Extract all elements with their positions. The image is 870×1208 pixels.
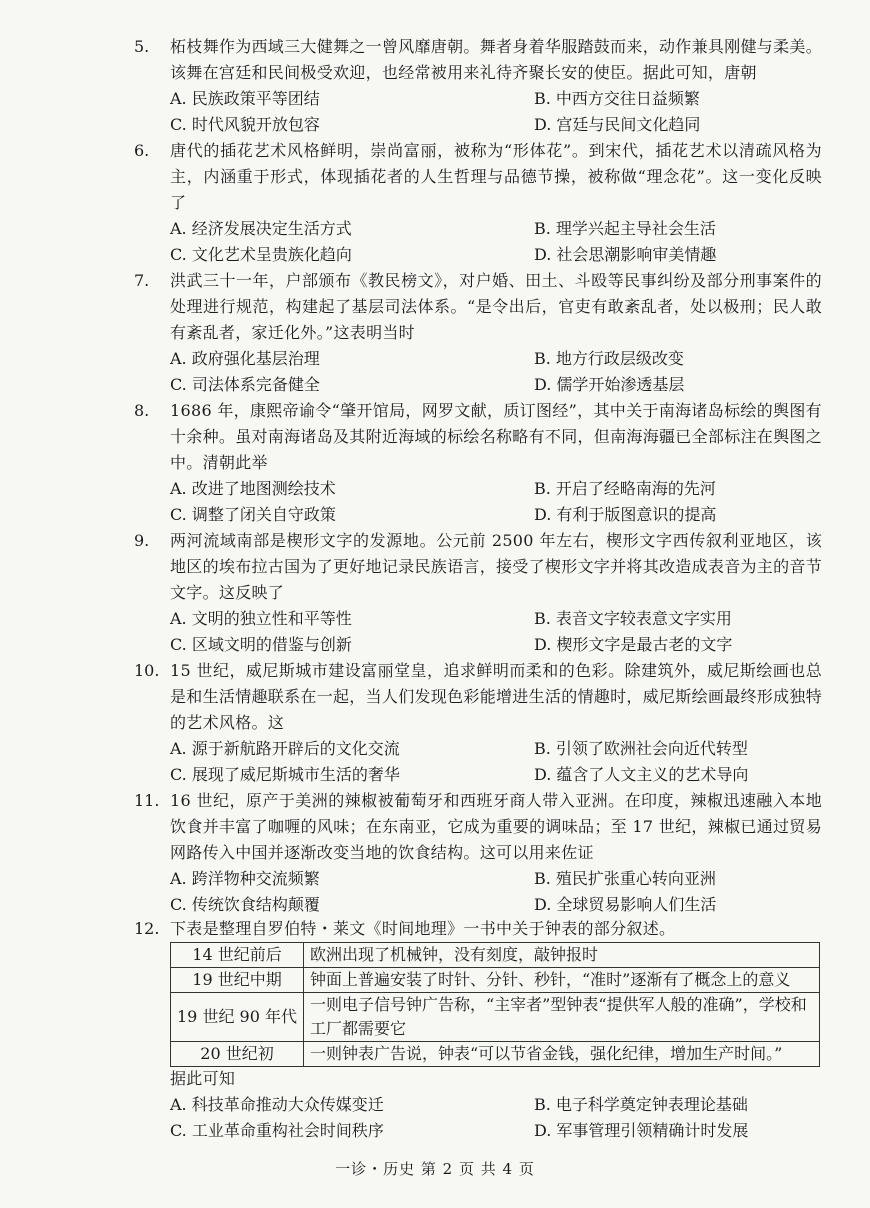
question-number: 7. — [134, 271, 150, 290]
option-d: D. 儒学开始渗透基层 — [534, 375, 685, 394]
table-cell-era: 19 世纪 90 年代 — [171, 993, 304, 1042]
option-b: B. 殖民扩张重心转向亚洲 — [534, 869, 716, 888]
option-d: D. 楔形文字是最古老的文字 — [534, 635, 733, 654]
table-cell-era: 14 世纪前后 — [171, 943, 304, 968]
option-d: D. 全球贸易影响人们生活 — [534, 895, 717, 914]
option-a: A. 改进了地图测绘技术 — [170, 479, 336, 498]
option-a: A. 跨洋物种交流频繁 — [170, 869, 320, 888]
option-d: D. 宫廷与民间文化趋同 — [534, 115, 701, 134]
option-b: B. 理学兴起主导社会生活 — [534, 219, 716, 238]
question-number: 8. — [134, 401, 150, 420]
option-c: C. 传统饮食结构颠覆 — [170, 895, 320, 914]
question-stem: 1686 年，康熙帝谕令“肇开馆局，网罗文献，质订图经”，其中关于南海诸岛标绘的舆图有十余种。虽对南海诸岛及其附近海域的标绘名称略有不同，但南海海疆已全部标注在舆图之中。清朝此举 — [170, 401, 823, 472]
table-cell-era: 19 世纪中期 — [171, 968, 304, 993]
table-cell-text: 欧洲出现了机械钟，没有刻度，敲钟报时 — [303, 943, 819, 968]
option-a: A. 文明的独立性和平等性 — [170, 609, 352, 628]
option-d: D. 有利于版图意识的提高 — [534, 505, 717, 524]
question-stem: 洪武三十一年，户部颁布《教民榜文》，对户婚、田土、斗殴等民事纠纷及部分刑事案件的处理进行规范，构建起了基层司法体系。“是令出后，官吏有敢紊乱者，处以极刑；民人敢有紊乱者，家迁化外。”这表明当时 — [170, 271, 822, 342]
question-number: 5. — [134, 37, 150, 56]
option-a: A. 政府强化基层治理 — [170, 349, 320, 368]
table-cell-text: 一则钟表广告说，钟表“可以节省金钱，强化纪律，增加生产时间。” — [303, 1042, 819, 1067]
question-stem: 唐代的插花艺术风格鲜明，崇尚富丽，被称为“形体花”。到宋代，插花艺术以清疏风格为主，内涵重于形式，体现插花者的人生哲理与品德节操，被称做“理念花”。这一变化反映了 — [170, 141, 822, 212]
option-c: C. 展现了威尼斯城市生活的奢华 — [170, 765, 400, 784]
question-stem: 下表是整理自罗伯特・莱文《时间地理》一书中关于钟表的部分叙述。 — [170, 919, 676, 938]
option-c: C. 司法体系完备健全 — [170, 375, 320, 394]
option-b: B. 中西方交往日益频繁 — [534, 89, 700, 108]
question-number: 6. — [134, 141, 150, 160]
option-b: B. 地方行政层级改变 — [534, 349, 684, 368]
option-c: C. 时代风貌开放包容 — [170, 115, 320, 134]
question-stem: 15 世纪，威尼斯城市建设富丽堂皇，追求鲜明而柔和的色彩。除建筑外，威尼斯绘画也总是和生活情趣联系在一起，当人们发现色彩能增进生活的情趣时，威尼斯绘画最终形成独特的艺术风格。这 — [170, 661, 823, 732]
table-row — [171, 968, 820, 993]
table-cell-text: 一则电子信号钟广告称，“主宰者”型钟表“提供军人般的准确”，学校和工厂都需要它 — [303, 993, 819, 1042]
option-b: B. 电子科学奠定钟表理论基础 — [534, 1095, 748, 1114]
option-b: B. 开启了经略南海的先河 — [534, 479, 716, 498]
option-d: D. 军事管理引领精确计时发展 — [534, 1121, 749, 1140]
option-b: B. 引领了欧洲社会向近代转型 — [534, 739, 748, 758]
option-c: C. 文化艺术呈贵族化趋向 — [170, 245, 352, 264]
table-cell-era: 20 世纪初 — [171, 1042, 304, 1067]
option-a: A. 经济发展决定生活方式 — [170, 219, 352, 238]
question-number: 9. — [134, 531, 150, 550]
option-b: B. 表音文字较表意文字实用 — [534, 609, 732, 628]
question-number: 11. — [134, 791, 160, 810]
question-number: 12. — [134, 919, 160, 938]
table-cell-text: 钟面上普遍安装了时针、分针、秒针，“准时”逐渐有了概念上的意义 — [303, 968, 819, 993]
question-stem: 两河流域南部是楔形文字的发源地。公元前 2500 年左右，楔形文字西传叙利亚地区，该地区的埃布拉古国为了更好地记录民族语言，接受了楔形文字并将其改造成表音为主的音节文字。这反映了 — [170, 531, 823, 602]
table-row — [171, 993, 820, 1042]
option-c: C. 区域文明的借鉴与创新 — [170, 635, 352, 654]
option-a: A. 民族政策平等团结 — [170, 89, 320, 108]
table-row — [171, 1042, 820, 1067]
option-d: D. 社会思潮影响审美情趣 — [534, 245, 717, 264]
option-c: C. 调整了闭关自守政策 — [170, 505, 336, 524]
option-c: C. 工业革命重构社会时间秩序 — [170, 1121, 384, 1140]
clock-history-table — [170, 942, 820, 1067]
option-d: D. 蕴含了人文主义的艺术导向 — [534, 765, 749, 784]
question-stem: 16 世纪，原产于美洲的辣椒被葡萄牙和西班牙商人带入亚洲。在印度，辣椒迅速融入本地饮食并丰富了咖喱的风味；在东南亚，它成为重要的调味品；至 17 世纪，辣椒已通过贸易网路传入中国并逐渐改变当地的饮食结构。这可以用来佐证 — [170, 791, 822, 862]
table-row — [171, 943, 820, 968]
page-footer: 一诊・历史 第 2 页 共 4 页 — [335, 1160, 535, 1178]
option-a: A. 科技革命推动大众传媒变迁 — [170, 1095, 384, 1114]
question-stem: 柘枝舞作为西域三大健舞之一曾风靡唐朝。舞者身着华服踏鼓而来，动作兼具刚健与柔美。该舞在宫廷和民间极受欢迎，也经常被用来礼待齐聚长安的使臣。据此可知，唐朝 — [170, 37, 823, 82]
question-prompt: 据此可知 — [170, 1069, 236, 1088]
option-a: A. 源于新航路开辟后的文化交流 — [170, 739, 400, 758]
question-number: 10. — [134, 661, 160, 680]
